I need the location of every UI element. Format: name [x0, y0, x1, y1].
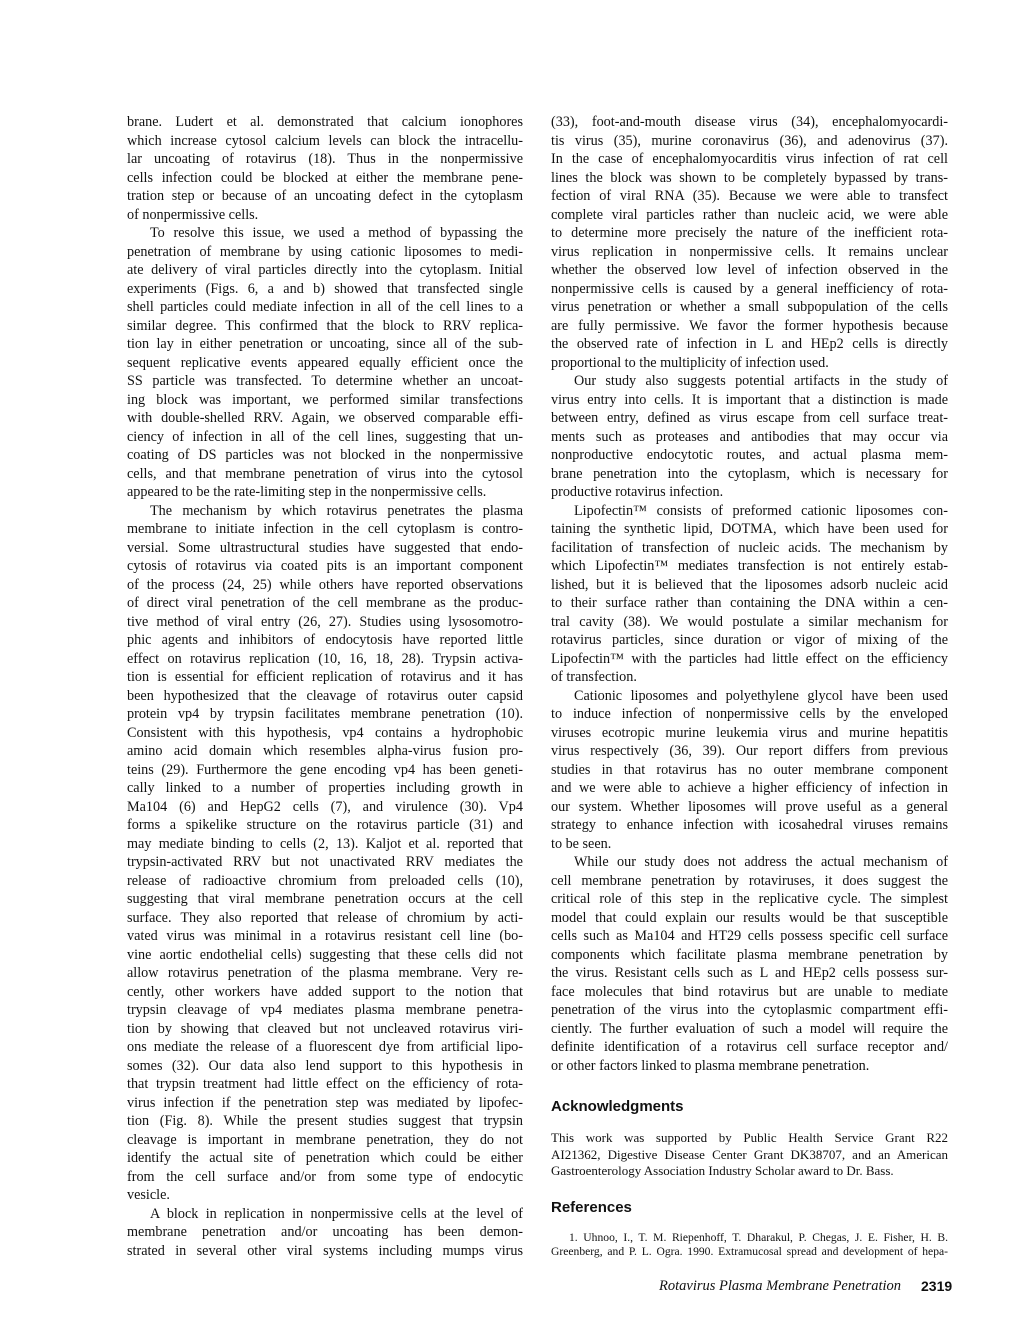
- text-line: identify the actual site of penetration which could be either: [127, 1150, 523, 1166]
- text-line: cytosis of rotavirus via coated pits is an important component: [127, 558, 523, 574]
- text-line: sequent replicative events appeared equally efficient once the: [127, 354, 523, 371]
- text-line: The mechanism by which rotavirus penetrates the plasma: [150, 502, 523, 519]
- text-line: cells, and that membrane penetration of virus into the cytosol: [127, 465, 523, 482]
- text-line: virus entry into cells. It is important that a distinction is made: [551, 391, 948, 408]
- reference-line: 1. Uhnoo, I., T. M. Riepenhoff, T. Dharakul, P. Chegas, J. E. Fisher, H. B.: [569, 1231, 948, 1244]
- text-line: Our study also suggests potential artifacts in the study of: [574, 373, 948, 389]
- paragraph: [127, 113, 523, 224]
- text-line: ate delivery of viral particles directly into the cytoplasm. Initial: [127, 262, 523, 278]
- text-line: protein vp4 by trypsin facilitates membrane penetration (10).: [127, 706, 523, 722]
- text-line: vesicle.: [127, 1187, 170, 1203]
- text-line: our system. Whether liposomes will prove useful as a general: [551, 798, 948, 815]
- text-line: tion by showing that cleaved but not uncleaved rotavirus viri-: [127, 1020, 523, 1037]
- text-line: strategy to enhance infection with icosahedral viruses remains: [551, 817, 948, 833]
- text-line: tion is essential for efficient replication of rotavirus and it has: [127, 669, 523, 685]
- left-text-column: [127, 113, 523, 1260]
- text-line: brane. Ludert et al. demonstrated that calcium ionophores: [127, 114, 523, 130]
- text-line: cally linked to a number of properties including growth in: [127, 780, 523, 796]
- text-line: from the cell surface and/or from some type of endocytic: [127, 1168, 523, 1185]
- text-line: cells such as Ma104 and HT29 cells possess specific cell surface: [551, 928, 948, 944]
- text-line: Ma104 (6) and HepG2 cells (7), and virulence (30). Vp4: [127, 798, 523, 815]
- text-line: allow rotavirus penetration of the plasma membrane. Very re-: [127, 965, 523, 981]
- text-line: somes (32). Our data also lend support to this hypothesis in: [127, 1057, 523, 1074]
- text-line: to their surface rather than containing the DNA within a cen-: [551, 595, 948, 611]
- text-line: virus respectively (36, 39). Our report differs from previous: [551, 743, 948, 759]
- paragraph: [127, 224, 523, 502]
- text-line: virus penetration or whether a small subpopulation of the cells: [551, 299, 948, 315]
- text-line: In the case of encephalomyocarditis virus infection of rat cell: [551, 151, 948, 167]
- text-line: ing block was important, we performed similar transfections: [127, 391, 523, 408]
- text-line: membrane penetration and/or uncoating has been demon-: [127, 1224, 523, 1240]
- text-line: model that could explain our results would be that susceptible: [551, 909, 948, 926]
- text-line: to induce infection of nonpermissive cells by the enveloped: [551, 706, 948, 722]
- text-line: release of radioactive chromium from preloaded cells (10),: [127, 872, 523, 889]
- text-line: ciently. The further evaluation of such a model will require the: [551, 1020, 948, 1037]
- text-line: lines the block was shown to be completely bypassed by trans-: [551, 169, 948, 186]
- text-line: A block in replication in nonpermissive cells at the level of: [150, 1205, 523, 1222]
- text-line: critical role of this step in the replicative cycle. The simplest: [551, 891, 948, 907]
- text-line: nonproductive endocytotic routes, and actual plasma mem-: [551, 447, 948, 463]
- text-line: vine aortic endothelial cells) suggesting that these cells did not: [127, 946, 523, 963]
- text-line: been hypothesized that the cleavage of rotavirus outer capsid: [127, 687, 523, 704]
- text-line: which increase cytosol calcium levels can block the intracellu-: [127, 132, 523, 149]
- text-line: virus infection if the penetration step was mediated by lipofec-: [127, 1094, 523, 1111]
- text-line: ments such as proteases and antibodies that may occur via: [551, 428, 948, 445]
- text-line: ons mediate the release of a fluorescent dye from artificial lipo-: [127, 1039, 523, 1055]
- text-line: vated virus was minimal in a rotavirus resistant cell line (bo-: [127, 928, 523, 944]
- text-line: membrane to initiate infection in the cell cytoplasm is contro-: [127, 521, 523, 537]
- references-heading: References: [551, 1199, 632, 1216]
- text-line: cells infection could be blocked at either the membrane pene-: [127, 169, 523, 186]
- text-line: brane penetration into the cytoplasm, which is necessary for: [551, 465, 948, 482]
- text-line: shell particles could mediate infection in all of the cell lines to a: [127, 299, 523, 315]
- text-line: effect on rotavirus replication (10, 16, 18, 28). Trypsin activa-: [127, 650, 523, 667]
- text-line: to determine more precisely the nature of the inefficient rota-: [551, 225, 948, 241]
- text-line: taining the synthetic lipid, DOTMA, which have been used for: [551, 521, 948, 537]
- acknowledgments-text: [551, 1130, 948, 1180]
- text-line: tion (Fig. 8). While the present studies suggest that trypsin: [127, 1113, 523, 1129]
- text-line: definite identification of a rotavirus cell surface receptor and/: [551, 1039, 948, 1055]
- text-line: whether the observed low level of infection observed in the: [551, 262, 948, 278]
- text-line: complete viral particles rather than nucleic acid, we were able: [551, 206, 948, 223]
- paragraph: [551, 372, 948, 502]
- text-line: Lipofectin™ consists of preformed cationic liposomes con-: [574, 502, 948, 519]
- text-line: SS particle was transfected. To determine whether an uncoat-: [127, 373, 523, 389]
- acknowledgments-heading: Acknowledgments: [551, 1098, 684, 1115]
- text-line: that trypsin treatment had little effect on the efficiency of rota-: [127, 1076, 523, 1092]
- page-number: 2319: [921, 1278, 953, 1294]
- text-line: forms a spikelike structure on the rotavirus particle (31) and: [127, 817, 523, 833]
- text-line: lar uncoating of rotavirus (18). Thus in the nonpermissive: [127, 151, 523, 167]
- text-line: trypsin cleavage of vp4 mediates plasma membrane penetra-: [127, 1002, 523, 1018]
- text-line: (33), foot-and-mouth disease virus (34), encephalomyocardi-: [551, 114, 948, 130]
- text-line: Gastroenterology Association Industry Scholar award to Dr. Bass.: [551, 1163, 894, 1179]
- right-text-column: [551, 113, 948, 1075]
- text-line: virus replication in nonpermissive cells. It remains unclear: [551, 243, 948, 260]
- text-line: are fully permissive. We favor the former hypothesis because: [551, 317, 948, 334]
- text-line: tis virus (35), murine coronavirus (36), and adenovirus (37).: [551, 132, 948, 149]
- text-line: viruses ecotropic murine leukemia virus and murine hepatitis: [551, 724, 948, 741]
- text-line: appeared to be the rate-limiting step in the nonpermissive cells.: [127, 484, 487, 500]
- text-line: cell membrane penetration by rotaviruses, it does suggest the: [551, 872, 948, 889]
- paragraph: [551, 687, 948, 854]
- paragraph: [127, 1205, 523, 1261]
- text-line: trypsin-activated RRV but not unactivated RRV mediates the: [127, 854, 523, 870]
- text-line: facilitation of transfection of nucleic acids. The mechanism by: [551, 539, 948, 556]
- text-line: cently, other workers have added support to the notion that: [127, 983, 523, 1000]
- text-line: teins (29). Furthermore the gene encoding vp4 has been geneti-: [127, 761, 523, 778]
- text-line: This work was supported by Public Health Service Grant R22: [551, 1130, 948, 1145]
- text-line: components which facilitate plasma membrane penetration by: [551, 946, 948, 963]
- text-line: similar degree. This confirmed that the block to RRV replica-: [127, 317, 523, 334]
- text-line: with double-shelled RRV. Again, we observed comparable effi-: [127, 410, 523, 426]
- text-line: While our study does not address the actual mechanism of: [574, 854, 948, 870]
- text-line: coating of DS particles was not blocked in the nonpermissive: [127, 447, 523, 463]
- text-line: experiments (Figs. 6, a and b) showed that transfected single: [127, 280, 523, 297]
- text-line: the observed rate of infection in L and HEp2 cells is directly: [551, 336, 948, 352]
- text-line: or other factors linked to plasma membrane penetration.: [551, 1057, 870, 1074]
- text-line: lished, but it is believed that the liposomes adsorb nucleic acid: [551, 576, 948, 593]
- text-line: cleavage is important in membrane penetration, they do not: [127, 1131, 523, 1148]
- text-line: Cationic liposomes and polyethylene glycol have been used: [574, 687, 948, 704]
- text-line: ciency of infection in all of the cell lines, suggesting that un-: [127, 428, 523, 445]
- text-line: productive rotavirus infection.: [551, 484, 724, 500]
- text-line: and we were able to achieve a higher efficiency of infection in: [551, 780, 948, 796]
- reference-line: Greenberg, and P. L. Ogra. 1990. Extramucosal spread and development of hepa-: [551, 1245, 948, 1258]
- text-line: amino acid domain which resembles alpha-virus fusion pro-: [127, 743, 523, 759]
- running-title: Rotavirus Plasma Membrane Penetration: [659, 1278, 902, 1294]
- text-line: tral cavity (38). We would postulate a similar mechanism for: [551, 613, 948, 630]
- text-line: studies in that rotavirus has no outer membrane component: [551, 761, 948, 778]
- text-line: may mediate binding to cells (2, 13). Kaljot et al. reported that: [127, 835, 523, 852]
- text-line: rotavirus particles, since duration or vigor of mixing of the: [551, 632, 948, 648]
- text-line: the virus. Resistant cells such as L and HEp2 cells possess sur-: [551, 965, 948, 981]
- text-line: phic agents and inhibitors of endocytosis have reported little: [127, 632, 523, 648]
- text-line: strated in several other viral systems including mumps virus: [127, 1242, 523, 1259]
- text-line: AI21362, Digestive Disease Center Grant DK38707, and an American: [551, 1146, 948, 1162]
- text-line: which Lipofectin™ mediates transfection is not entirely estab-: [551, 558, 948, 574]
- text-line: suggesting that viral membrane penetration occurs at the cell: [127, 891, 523, 907]
- text-line: nonpermissive cells is caused by a general inefficiency of rota-: [551, 280, 948, 297]
- text-line: of direct viral penetration of the cell membrane as the produc-: [127, 595, 523, 611]
- text-line: proportional to the multiplicity of infection used.: [551, 354, 829, 371]
- text-line: Consistent with this hypothesis, vp4 contains a hydrophobic: [127, 724, 523, 741]
- text-line: between entry, defined as virus escape from cell surface treat-: [551, 410, 948, 426]
- text-line: versial. Some ultrastructural studies have suggested that endo-: [127, 539, 523, 556]
- text-line: tive method of viral entry (26, 27). Studies using lysosomotro-: [127, 613, 523, 630]
- text-line: fection of viral RNA (35). Because we were able to transfect: [551, 188, 948, 204]
- text-line: face molecules that bind rotavirus but are unable to mediate: [551, 983, 948, 1000]
- paragraph: [127, 502, 523, 1205]
- paragraph: [551, 113, 948, 372]
- text-line: Lipofectin™ with the particles had little effect on the efficiency: [551, 650, 948, 667]
- paragraph: [551, 502, 948, 687]
- text-line: of nonpermissive cells.: [127, 206, 259, 223]
- references-list: [551, 1231, 948, 1259]
- text-line: tration step or because of an uncoating defect in the cytoplasm: [127, 188, 523, 204]
- paragraph: [551, 853, 948, 1075]
- text-line: surface. They also reported that release of chromium by acti-: [127, 909, 523, 926]
- text-line: To resolve this issue, we used a method of bypassing the: [150, 225, 523, 241]
- text-line: tion lay in either penetration or uncoating, since all of the sub-: [127, 336, 523, 352]
- text-line: of transfection.: [551, 669, 637, 685]
- text-line: penetration of membrane by using cationic liposomes to medi-: [127, 243, 523, 260]
- text-line: penetration of the virus into the cytoplasmic compartment effi-: [551, 1002, 948, 1018]
- text-line: of the process (24, 25) while others have reported observations: [127, 576, 523, 593]
- text-line: to be seen.: [551, 835, 612, 852]
